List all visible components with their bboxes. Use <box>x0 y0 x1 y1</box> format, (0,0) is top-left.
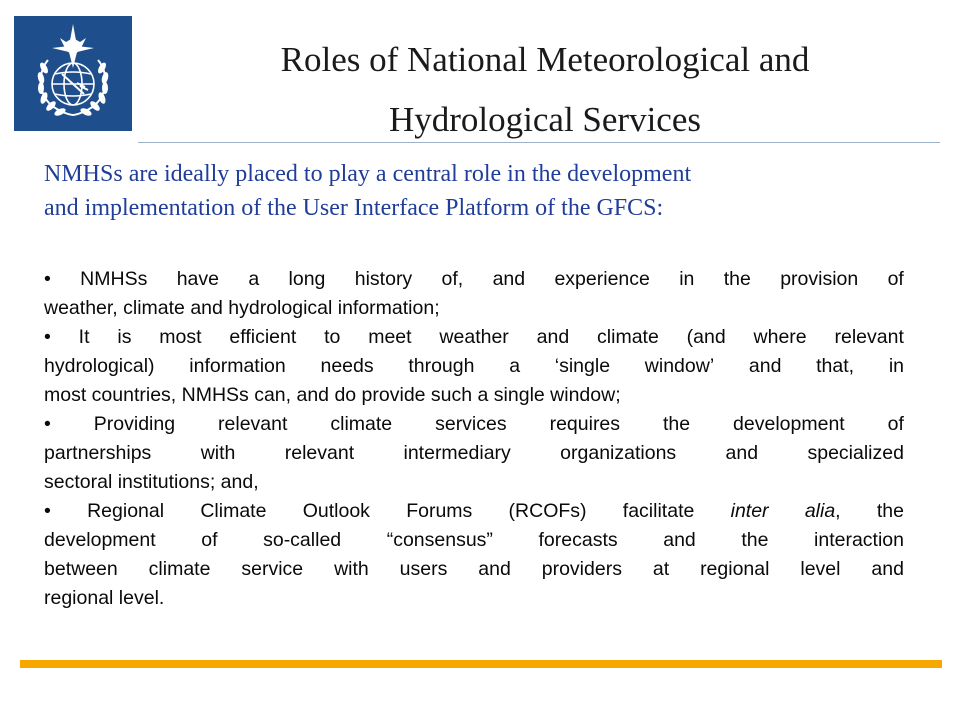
word: intermediary <box>403 442 511 464</box>
bullet-list <box>44 265 904 613</box>
word: relevant <box>834 326 904 348</box>
bottom-accent-bar <box>20 660 942 668</box>
word: alia, <box>804 500 841 522</box>
word: inter <box>730 500 769 522</box>
word: in <box>679 268 695 290</box>
intro-line-1: NMHSs are ideally placed to play a central role in the development <box>44 161 692 187</box>
word: • <box>44 326 51 348</box>
word: and <box>492 268 526 290</box>
word: a <box>248 268 260 290</box>
word: needs <box>320 355 374 377</box>
bullet-line <box>44 526 904 555</box>
word: facilitate <box>622 500 695 522</box>
bullet-line: weather, climate and hydrological information; <box>44 297 440 319</box>
word: most <box>159 326 202 348</box>
word: specialized <box>807 442 904 464</box>
intro-line-2: and implementation of the User Interface Platform of the GFCS: <box>44 195 664 221</box>
word: and <box>871 558 904 580</box>
page-title <box>150 30 940 150</box>
word: with <box>200 442 236 464</box>
word: of, <box>441 268 464 290</box>
word: providers <box>541 558 622 580</box>
word: It <box>78 326 90 348</box>
title-divider <box>138 142 940 143</box>
word: development <box>44 529 156 551</box>
word: the <box>876 500 904 522</box>
title-line-1: Roles of National Meteorological and <box>280 40 810 79</box>
word: Regional <box>87 500 165 522</box>
title-line-2: Hydrological Services <box>389 100 701 139</box>
bullet-line <box>44 497 904 526</box>
word: that, <box>816 355 855 377</box>
word: • <box>44 268 51 290</box>
word: forecasts <box>538 529 618 551</box>
word: (RCOFs) <box>508 500 587 522</box>
word: the <box>662 413 691 435</box>
bullet-item-nmhs-history <box>44 265 904 323</box>
word: efficient <box>229 326 297 348</box>
word: service <box>241 558 304 580</box>
word: of <box>887 413 904 435</box>
word: have <box>176 268 219 290</box>
word: (and <box>686 326 726 348</box>
word: weather <box>439 326 509 348</box>
word: and <box>725 442 759 464</box>
word: Providing <box>93 413 176 435</box>
word: interaction <box>814 529 904 551</box>
bullet-line <box>44 323 904 352</box>
bullet-line <box>44 265 904 294</box>
word: Climate <box>200 500 267 522</box>
word: partnerships <box>44 442 152 464</box>
word: between <box>44 558 118 580</box>
bullet-item-partnerships <box>44 410 904 497</box>
word: to <box>324 326 341 348</box>
word: relevant <box>284 442 355 464</box>
bullet-line <box>44 352 904 381</box>
word: is <box>117 326 132 348</box>
wmo-logo <box>14 16 132 131</box>
word: hydrological) <box>44 355 155 377</box>
word: experience <box>554 268 650 290</box>
bullet-line <box>44 439 904 468</box>
word: services <box>435 413 507 435</box>
word: provision <box>780 268 859 290</box>
bullet-item-single-window <box>44 323 904 410</box>
word: development <box>733 413 845 435</box>
bullet-line <box>44 555 904 584</box>
word: • <box>44 413 51 435</box>
word: information <box>189 355 286 377</box>
word: ‘single <box>554 355 611 377</box>
word: and <box>748 355 782 377</box>
word: climate <box>330 413 393 435</box>
intro-paragraph <box>44 157 904 225</box>
word: climate <box>148 558 211 580</box>
word: • <box>44 500 51 522</box>
word: regional <box>700 558 770 580</box>
word: users <box>399 558 448 580</box>
word: and <box>478 558 511 580</box>
word: “consensus” <box>386 529 493 551</box>
word: window’ <box>644 355 715 377</box>
word: and <box>663 529 696 551</box>
word: the <box>741 529 769 551</box>
word: organizations <box>560 442 677 464</box>
word: relevant <box>218 413 288 435</box>
word: so-called <box>263 529 342 551</box>
word: a <box>509 355 521 377</box>
word: of <box>201 529 218 551</box>
word: through <box>408 355 475 377</box>
word: the <box>723 268 751 290</box>
word: NMHSs <box>80 268 148 290</box>
word: in <box>888 355 904 377</box>
word: Forums <box>406 500 473 522</box>
bullet-line: most countries, NMHSs can, and do provide such a single window; <box>44 384 621 406</box>
word: Outlook <box>302 500 370 522</box>
bullet-line: sectoral institutions; and, <box>44 471 259 493</box>
word: at <box>652 558 670 580</box>
word: level <box>800 558 841 580</box>
word: climate <box>597 326 659 348</box>
word: meet <box>368 326 412 348</box>
wmo-emblem-icon <box>14 16 132 131</box>
bullet-line <box>44 410 904 439</box>
word: where <box>753 326 807 348</box>
word: of <box>887 268 904 290</box>
word: history <box>354 268 413 290</box>
bullet-line: regional level. <box>44 587 165 609</box>
word: long <box>288 268 326 290</box>
word: with <box>334 558 369 580</box>
bullet-item-rcofs <box>44 497 904 613</box>
word: and <box>536 326 570 348</box>
word: requires <box>549 413 621 435</box>
